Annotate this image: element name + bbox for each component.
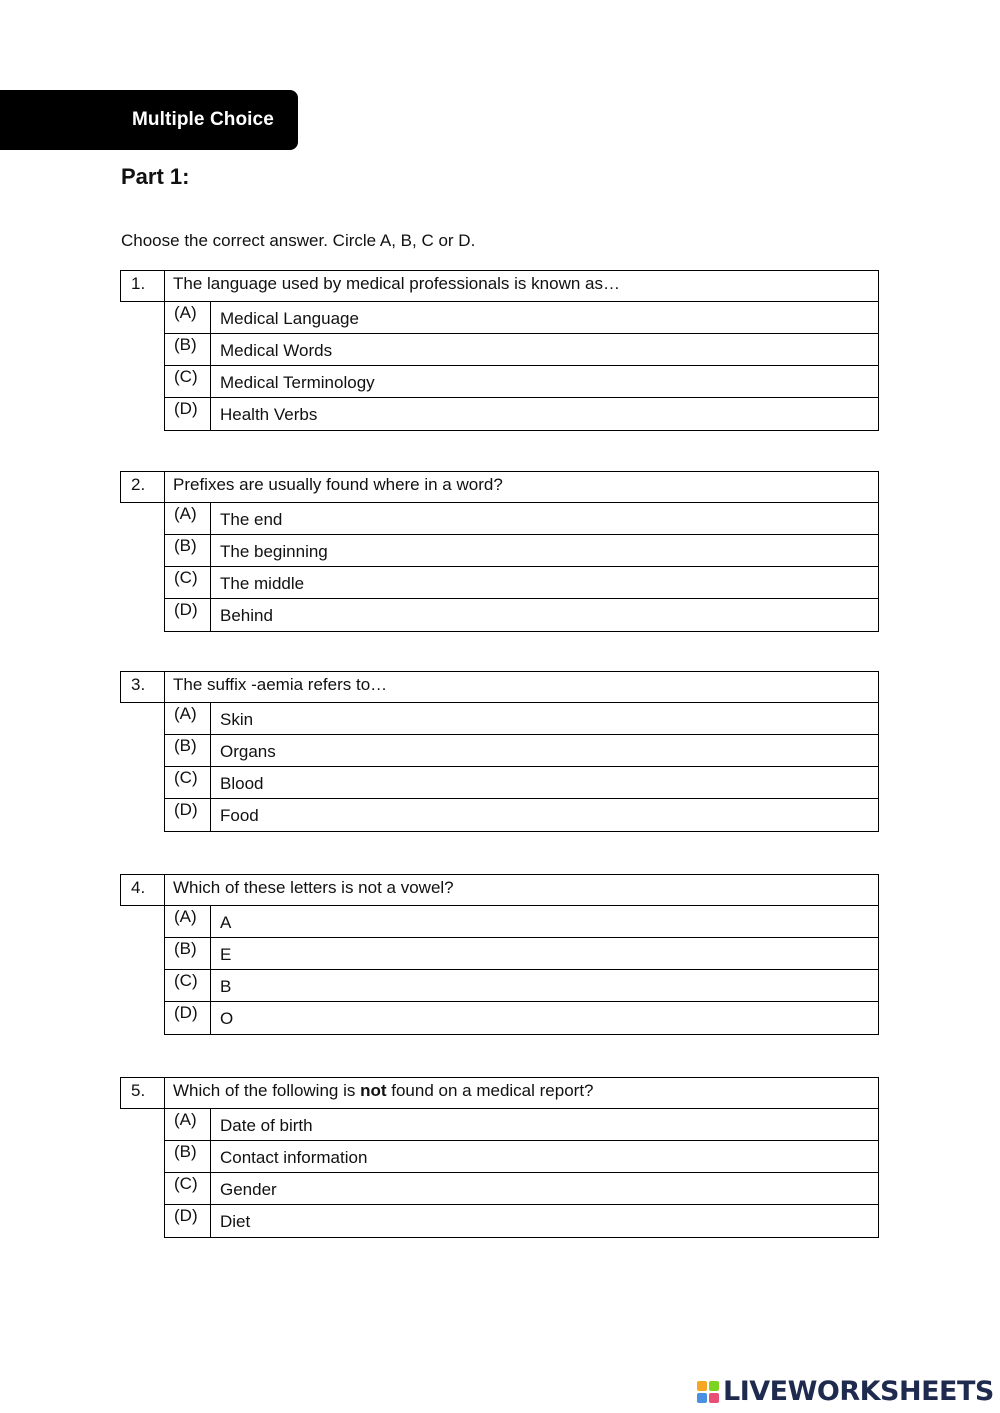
options-table <box>164 906 879 1035</box>
option-letter: (C) <box>165 1173 211 1204</box>
option-letter: (D) <box>165 1205 211 1237</box>
option-text: Contact information <box>220 1148 368 1167</box>
option-b[interactable] <box>165 535 878 567</box>
logo-text: LIVEWORKSHEETS <box>723 1376 994 1407</box>
option-text: Gender <box>220 1180 277 1199</box>
option-letter: (C) <box>165 970 211 1001</box>
option-letter: (B) <box>165 334 211 365</box>
question-header <box>120 1077 879 1109</box>
banner-label: Multiple Choice <box>132 109 274 130</box>
option-c[interactable] <box>165 767 878 799</box>
option-text: Medical Words <box>220 341 333 360</box>
option-c[interactable] <box>165 366 878 398</box>
instructions: Choose the correct answer. Circle A, B, C or D. <box>121 231 476 250</box>
logo-square <box>697 1381 707 1391</box>
question-header <box>120 270 879 302</box>
question-number: 3. <box>121 672 165 702</box>
option-a[interactable] <box>165 906 878 938</box>
option-text: Organs <box>220 742 276 761</box>
options-table <box>164 703 879 832</box>
option-letter: (B) <box>165 735 211 766</box>
option-letter: (D) <box>165 1002 211 1034</box>
logo-square <box>697 1393 707 1403</box>
question-text: Prefixes are usually found where in a word? <box>173 475 503 494</box>
section-banner <box>0 90 298 150</box>
question-3 <box>120 671 879 832</box>
option-letter: (A) <box>165 906 211 937</box>
option-a[interactable] <box>165 1109 878 1141</box>
options-table <box>164 503 879 632</box>
option-text: Medical Terminology <box>220 373 375 392</box>
part-title: Part 1: <box>121 164 190 189</box>
option-text: Behind <box>220 606 273 625</box>
option-text: O <box>220 1009 234 1028</box>
option-letter: (C) <box>165 767 211 798</box>
logo-square <box>709 1381 719 1391</box>
option-d[interactable] <box>165 799 878 831</box>
option-letter: (B) <box>165 1141 211 1172</box>
option-b[interactable] <box>165 334 878 366</box>
option-d[interactable] <box>165 1205 878 1237</box>
option-a[interactable] <box>165 703 878 735</box>
option-c[interactable] <box>165 1173 878 1205</box>
option-c[interactable] <box>165 970 878 1002</box>
question-1 <box>120 270 879 431</box>
question-text: The language used by medical professionals is known as… <box>173 274 620 293</box>
option-letter: (C) <box>165 366 211 397</box>
question-header <box>120 471 879 503</box>
option-text: The end <box>220 510 283 529</box>
option-text: Food <box>220 806 259 825</box>
question-text-before: Which of the following is <box>173 1081 361 1100</box>
option-text: The beginning <box>220 542 328 561</box>
question-header <box>120 874 879 906</box>
option-b[interactable] <box>165 938 878 970</box>
question-2 <box>120 471 879 632</box>
option-b[interactable] <box>165 1141 878 1173</box>
option-text: Skin <box>220 710 254 729</box>
question-number: 1. <box>121 271 165 301</box>
option-letter: (A) <box>165 1109 211 1140</box>
option-text: Date of birth <box>220 1116 313 1135</box>
option-letter: (B) <box>165 938 211 969</box>
option-letter: (D) <box>165 799 211 831</box>
option-text: The middle <box>220 574 305 593</box>
option-a[interactable] <box>165 503 878 535</box>
question-text: The suffix -aemia refers to… <box>173 675 388 694</box>
question-text-after: found on a medical report? <box>386 1081 594 1100</box>
option-text: A <box>220 913 232 932</box>
option-letter: (A) <box>165 503 211 534</box>
question-text: Which of these letters is not a vowel? <box>173 878 454 897</box>
liveworksheets-logo-icon <box>697 1381 719 1403</box>
question-4 <box>120 874 879 1035</box>
option-b[interactable] <box>165 735 878 767</box>
question-number: 5. <box>121 1078 165 1108</box>
option-d[interactable] <box>165 398 878 430</box>
option-text: Blood <box>220 774 264 793</box>
option-text: Diet <box>220 1212 251 1231</box>
liveworksheets-logo[interactable] <box>697 1376 994 1407</box>
option-text: Health Verbs <box>220 405 318 424</box>
option-letter: (D) <box>165 599 211 631</box>
question-text <box>165 1078 878 1108</box>
option-letter: (A) <box>165 302 211 333</box>
option-d[interactable] <box>165 599 878 631</box>
option-letter: (A) <box>165 703 211 734</box>
option-letter: (C) <box>165 567 211 598</box>
option-text: Medical Language <box>220 309 359 328</box>
option-text: E <box>220 945 232 964</box>
option-d[interactable] <box>165 1002 878 1034</box>
question-number: 4. <box>121 875 165 905</box>
question-text-emphasis: not <box>360 1081 387 1100</box>
question-number: 2. <box>121 472 165 502</box>
option-c[interactable] <box>165 567 878 599</box>
option-letter: (D) <box>165 398 211 430</box>
option-a[interactable] <box>165 302 878 334</box>
options-table <box>164 302 879 431</box>
options-table <box>164 1109 879 1238</box>
option-text: B <box>220 977 232 996</box>
question-5 <box>120 1077 879 1238</box>
option-letter: (B) <box>165 535 211 566</box>
logo-square <box>709 1393 719 1403</box>
question-header <box>120 671 879 703</box>
